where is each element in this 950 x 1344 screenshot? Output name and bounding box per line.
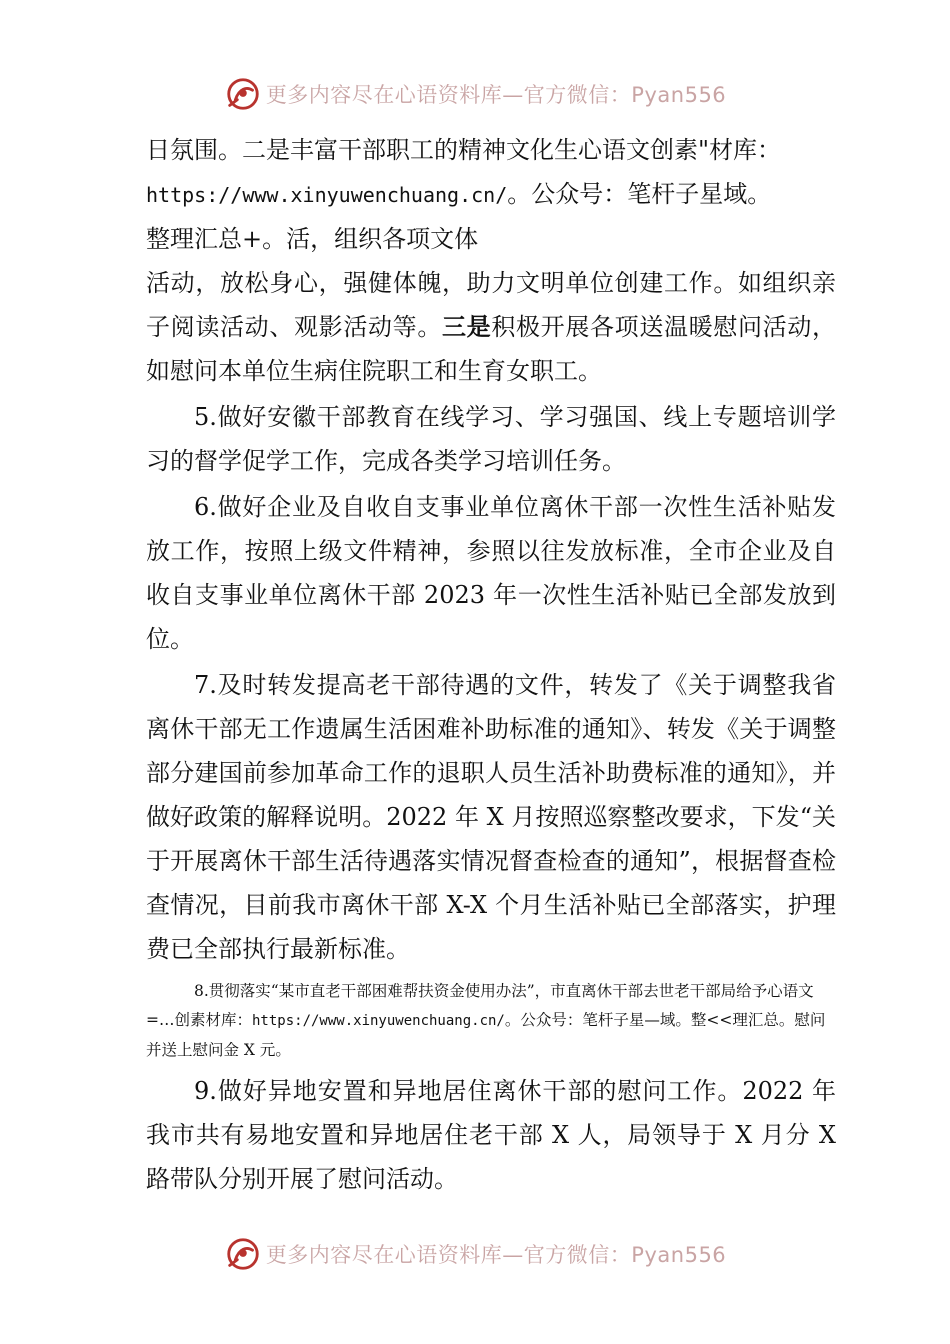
paragraph-7: 7.及时转发提高老干部待遇的文件，转发了《关于调整我省离休干部无工作遗属生活困难补助标准的通知》、转发《关于调整部分建国前参加革命工作的退职人员生活补助费标准的通知》，并做好政策的解释说明。2022 年 X 月按照巡察整改要求，下发“关于开展离休干部生活待遇落实情况督查检查的通知”，根据督查检查情况，目前我市离休干部 X-X 个月生活补贴已全部落实，护理费已全部执行最新标准。: [146, 671, 836, 963]
paragraph-2-text-b: 积极开展各项送温暖慰问活动，如慰问本单位生病住院职工和生育女职工。: [146, 313, 837, 385]
banner-text: 更多内容尽在心语资料库—官方微信：Pyan556: [265, 1243, 727, 1267]
paragraph-5: 5.做好安徽干部教育在线学习、学习强国、线上专题培训学习的督学促学工作，完成各类学习培训任务。: [146, 403, 836, 475]
paragraph-8-url: https://www.xinyuwenchuang.cn/: [252, 1013, 505, 1029]
paragraph-2-bold: 三是: [442, 313, 492, 341]
banner-text: 更多内容尽在心语资料库—官方微信：Pyan556: [265, 83, 727, 107]
paragraph-1-text-c: 整理汇总+。活，组织各项文体: [146, 225, 479, 253]
footer-banner: [0, 1232, 950, 1276]
paragraph-1-text-a: 日氛围。二是丰富干部职工的精神文化生心语文创素"材库：: [146, 136, 782, 164]
paragraph-1-url: https://www.xinyuwenchuang.cn/: [146, 183, 508, 207]
paragraph-2: [146, 261, 836, 393]
paragraph-1-text-b: 。公众号：笔杆子星域。: [507, 180, 772, 208]
paragraph-8-text-a: 8.贯彻落实“某市直老干部困难帮扶资金使用办法”，市直离休干部去世老干部局给予心语文=…创素材库：: [146, 982, 814, 1029]
paragraph-1: [146, 128, 836, 261]
paragraph-6: 6.做好企业及自收自支事业单位离休干部一次性生活补贴发放工作，按照上级文件精神，参照以往发放标准，全市企业及自收自支事业单位离休干部 2023 年一次性生活补贴已全部发放到位。: [146, 493, 836, 653]
paragraph-2-text-a: 活动，放松身心，强健体魄，助力文明单位创建工作。如组织亲子阅读活动、观影活动等。: [146, 269, 836, 341]
logo-icon: [224, 1235, 262, 1273]
paragraph-8-text-b: 。公众号：笔杆子星—域。整<<理汇总。慰问并送上慰问金 X 元。: [146, 1011, 826, 1059]
document-body: [146, 128, 836, 1201]
header-banner: [0, 72, 950, 116]
paragraph-8: [146, 977, 836, 1065]
paragraph-9: 9.做好异地安置和异地居住离休干部的慰问工作。2022 年我市共有易地安置和异地居住老干部 X 人，局领导于 X 月分 X 路带队分别开展了慰问活动。: [146, 1077, 836, 1193]
logo-icon: [224, 75, 262, 113]
